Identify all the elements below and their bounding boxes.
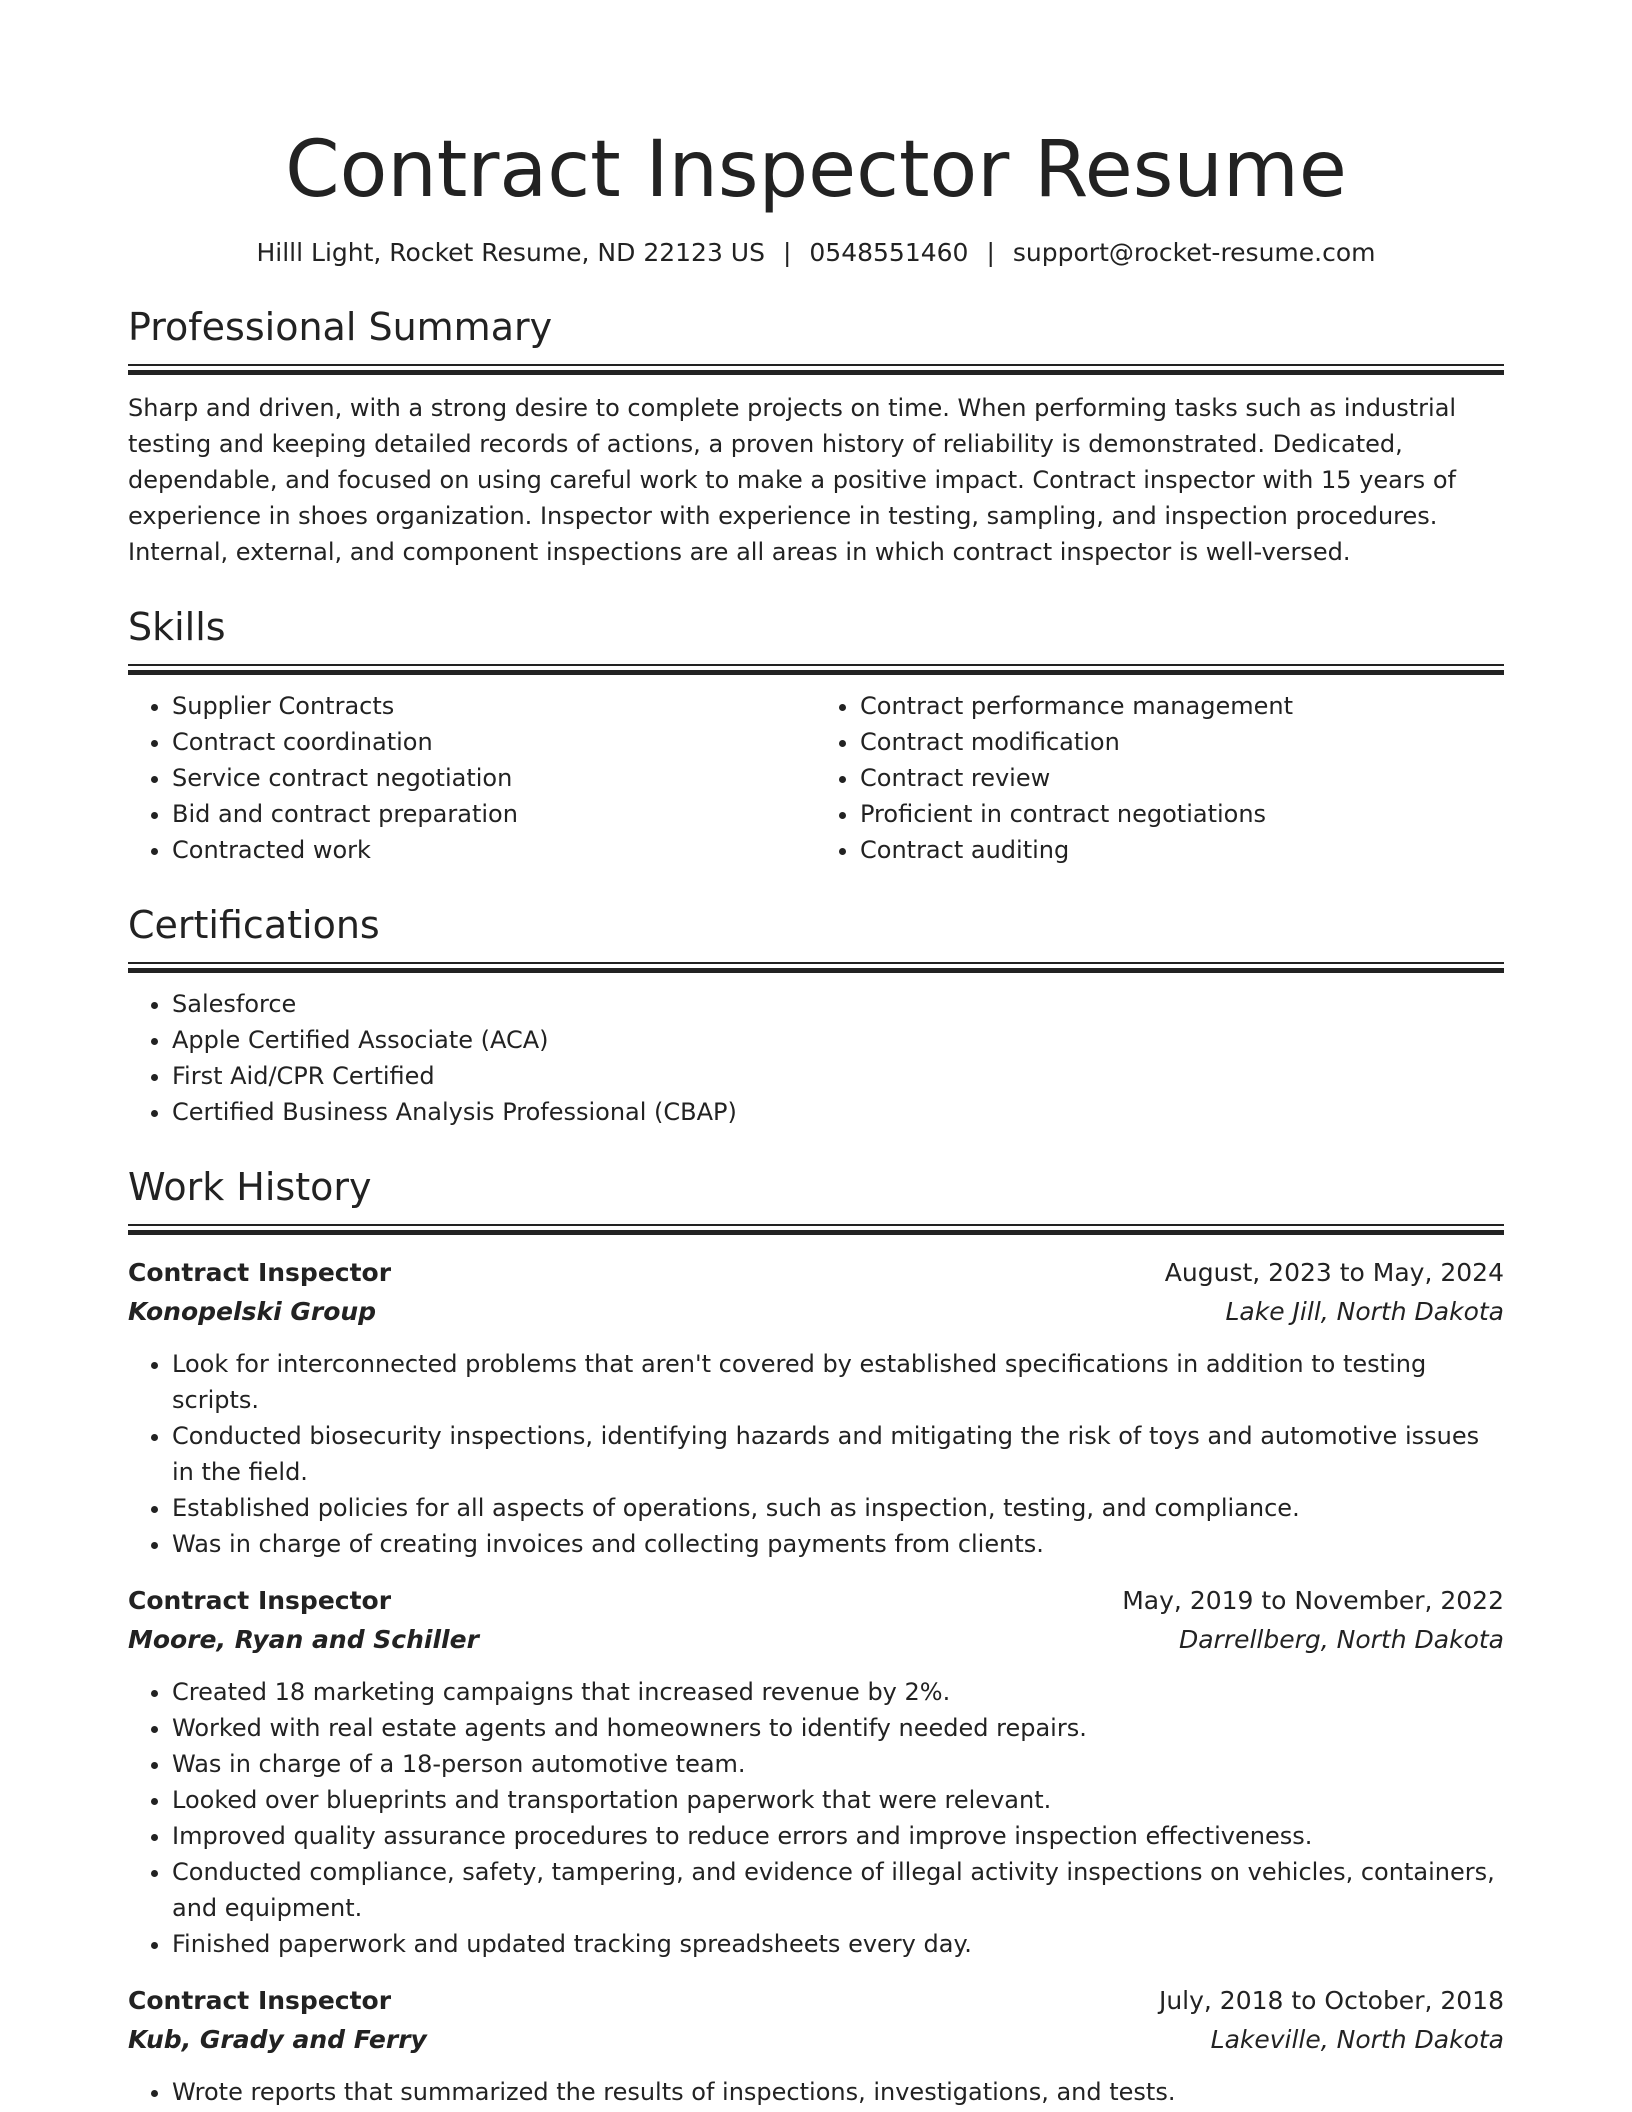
job-company: Konopelski Group [128,1297,377,1326]
job-title: Contract Inspector [128,1586,392,1615]
certification-item: • First Aid/CPR Certified [172,1058,1504,1094]
skill-item: • Contract modification [860,724,1504,760]
certifications-list [128,986,1504,1130]
job-entry [128,1982,1504,2110]
contact-email[interactable]: support@rocket-resume.com [1012,238,1376,267]
skills-heading: Skills [128,605,226,649]
section-divider [128,364,1504,374]
job-company: Kub, Grady and Ferry [128,2025,427,2054]
job-title: Contract Inspector [128,1986,392,2015]
job-bullet: • Established policies for all aspects of operations, such as inspection, testing, and compliance. [172,1490,1504,1526]
job-bullets [128,1674,1504,1962]
job-company: Moore, Ryan and Schiller [128,1625,479,1654]
summary-section [128,304,1504,570]
job-bullet: • Improved quality assurance procedures to reduce errors and improve inspection effectiveness. [172,1818,1504,1854]
job-location: Lakeville, North Dakota [1210,2025,1504,2054]
contact-separator: | [986,238,995,267]
certification-item: • Certified Business Analysis Professional (CBAP) [172,1094,1504,1130]
job-bullet: • Was in charge of creating invoices and collecting payments from clients. [172,1526,1504,1562]
section-divider [128,1224,1504,1234]
job-dates: August, 2023 to May, 2024 [1164,1258,1504,1287]
skills-grid [128,688,1504,868]
skills-section [128,604,1504,868]
job-entry [128,1582,1504,1962]
job-bullet: • Finished paperwork and updated tracking spreadsheets every day. [172,1926,1504,1962]
skill-item: • Contract performance management [860,688,1504,724]
job-location: Darrellberg, North Dakota [1178,1625,1504,1654]
job-location: Lake Jill, North Dakota [1225,1297,1504,1326]
resume-page [128,0,1504,2110]
job-bullet: • Looked over blueprints and transportation paperwork that were relevant. [172,1782,1504,1818]
work-history-heading: Work History [128,1165,372,1209]
skill-item: • Service contract negotiation [172,760,816,796]
job-bullet: • Conducted biosecurity inspections, identifying hazards and mitigating the risk of toys and automotive issues in the field. [172,1418,1504,1490]
certification-item: • Salesforce [172,986,1504,1022]
job-bullet: • Worked with real estate agents and homeowners to identify needed repairs. [172,1710,1504,1746]
job-bullet: • Conducted compliance, safety, tampering, and evidence of illegal activity inspections on vehicles, containers, and equipment. [172,1854,1504,1926]
certification-item: • Apple Certified Associate (ACA) [172,1022,1504,1058]
skill-item: • Contract auditing [860,832,1504,868]
job-bullets [128,2074,1504,2110]
page-title: Contract Inspector Resume [285,125,1347,215]
job-entry [128,1254,1504,1562]
skill-item: • Proficient in contract negotiations [860,796,1504,832]
job-bullets [128,1346,1504,1562]
certifications-heading: Certifications [128,903,380,947]
certifications-section [128,902,1504,1130]
skill-item: • Bid and contract preparation [172,796,816,832]
job-title: Contract Inspector [128,1258,392,1287]
work-history-section [128,1164,1504,2110]
job-bullet: • Created 18 marketing campaigns that increased revenue by 2%. [172,1674,1504,1710]
section-divider [128,962,1504,972]
summary-heading: Professional Summary [128,305,553,349]
job-bullet: • Look for interconnected problems that aren't covered by established specifications in addition to testing scripts. [172,1346,1504,1418]
job-bullet: • Was in charge of a 18-person automotive team. [172,1746,1504,1782]
contact-line [128,236,1504,270]
job-bullet: • Wrote reports that summarized the results of inspections, investigations, and tests. [172,2074,1504,2110]
summary-text: Sharp and driven, with a strong desire to complete projects on time. When performing tasks such as industrial testing and keeping detailed records of actions, a proven history of reliability is demonstrated. Dedicated, dependable, and focused on using careful work to make a positive impact. Contract inspector with 15 years of experience in shoes organization. Inspector with experience in testing, sampling, and inspection procedures. Internal, external, and component inspections are all areas in which contract inspector is well-versed. [128,394,1457,566]
contact-address: Hilll Light, Rocket Resume, ND 22123 US [256,238,765,267]
skill-item: • Supplier Contracts [172,688,816,724]
job-dates: July, 2018 to October, 2018 [1158,1986,1504,2015]
skill-item: • Contract coordination [172,724,816,760]
skills-column-left [128,688,816,868]
contact-separator: | [782,238,792,267]
skill-item: • Contracted work [172,832,816,868]
skill-item: • Contract review [860,760,1504,796]
section-divider [128,664,1504,674]
contact-phone: 0548551460 [809,238,969,267]
job-dates: May, 2019 to November, 2022 [1122,1586,1504,1615]
skills-column-right [816,688,1504,868]
